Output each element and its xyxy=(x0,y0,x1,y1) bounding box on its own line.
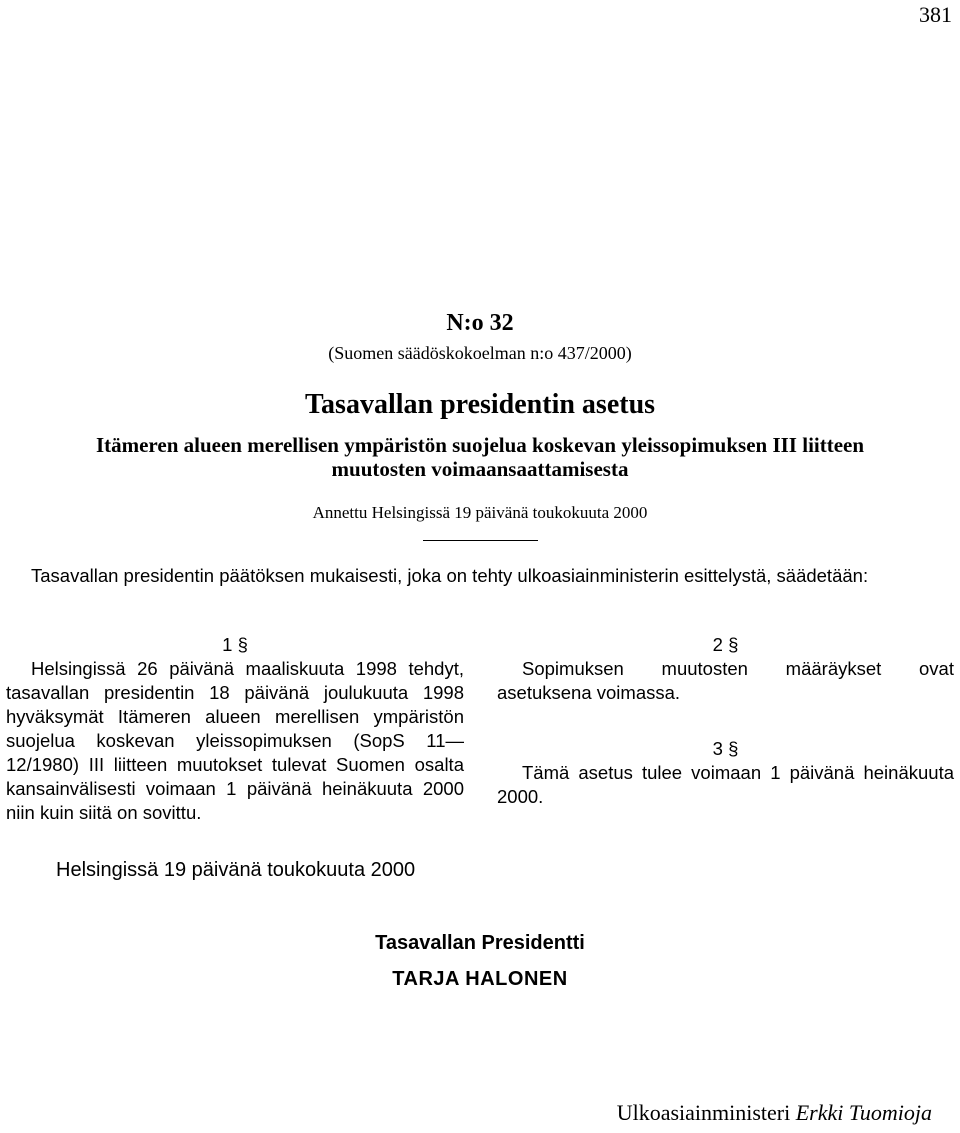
section-3-heading: 3 § xyxy=(712,738,739,759)
collection-reference: (Suomen säädöskokoelman n:o 437/2000) xyxy=(328,343,632,363)
signature-place-date: Helsingissä 19 päivänä toukokuuta 2000 xyxy=(56,859,416,881)
section-2-text: Sopimuksen muutosten määräykset ovat asetuksena voimassa. xyxy=(497,658,954,703)
countersigner-role: Ulkoasiainministeri xyxy=(616,1100,791,1125)
right-column xyxy=(497,633,954,809)
subtitle-line-2: muutosten voimaansaattamisesta xyxy=(331,457,629,481)
page-number: 381 xyxy=(919,2,952,27)
divider xyxy=(423,540,538,541)
subtitle-line-1: Itämeren alueen merellisen ympäristön suojelua koskevan yleissopimuksen III liitteen xyxy=(95,433,865,457)
statute-number: N:o 32 xyxy=(446,310,514,336)
section-gap xyxy=(497,705,954,737)
section-1-heading: 1 § xyxy=(222,634,248,655)
left-column xyxy=(6,633,464,825)
signer-name: TARJA HALONEN xyxy=(392,968,568,990)
preamble: Tasavallan presidentin päätöksen mukaisesti, joka on tehty ulkoasiainministerin esittelystä, säädetään: xyxy=(31,565,869,586)
section-2-heading: 2 § xyxy=(712,634,739,655)
given-date: Annettu Helsingissä 19 päivänä toukokuuta 2000 xyxy=(312,503,648,522)
section-3-text: Tämä asetus tulee voimaan 1 päivänä heinäkuuta 2000. xyxy=(497,762,954,807)
countersignature xyxy=(617,1100,932,1126)
signer-title: Tasavallan Presidentti xyxy=(375,932,585,954)
countersigner-name: Erkki Tuomioja xyxy=(795,1100,932,1125)
section-1-text: Helsingissä 26 päivänä maaliskuuta 1998 tehdyt, tasavallan presidentin 18 päivänä joulukuuta 1998 hyväksymät Itämeren alueen merellisen ympäristön suojelua koskevan yleissopimuksen (SopS 11—12/1980) III liitteen muutokset tulevat Suomen osalta kansainvälisesti voimaan 1 päivänä heinäkuuta 2000 niin kuin siitä on sovittu. xyxy=(6,658,464,823)
decree-title: Tasavallan presidentin asetus xyxy=(304,389,656,420)
decree-subtitle xyxy=(0,433,960,481)
